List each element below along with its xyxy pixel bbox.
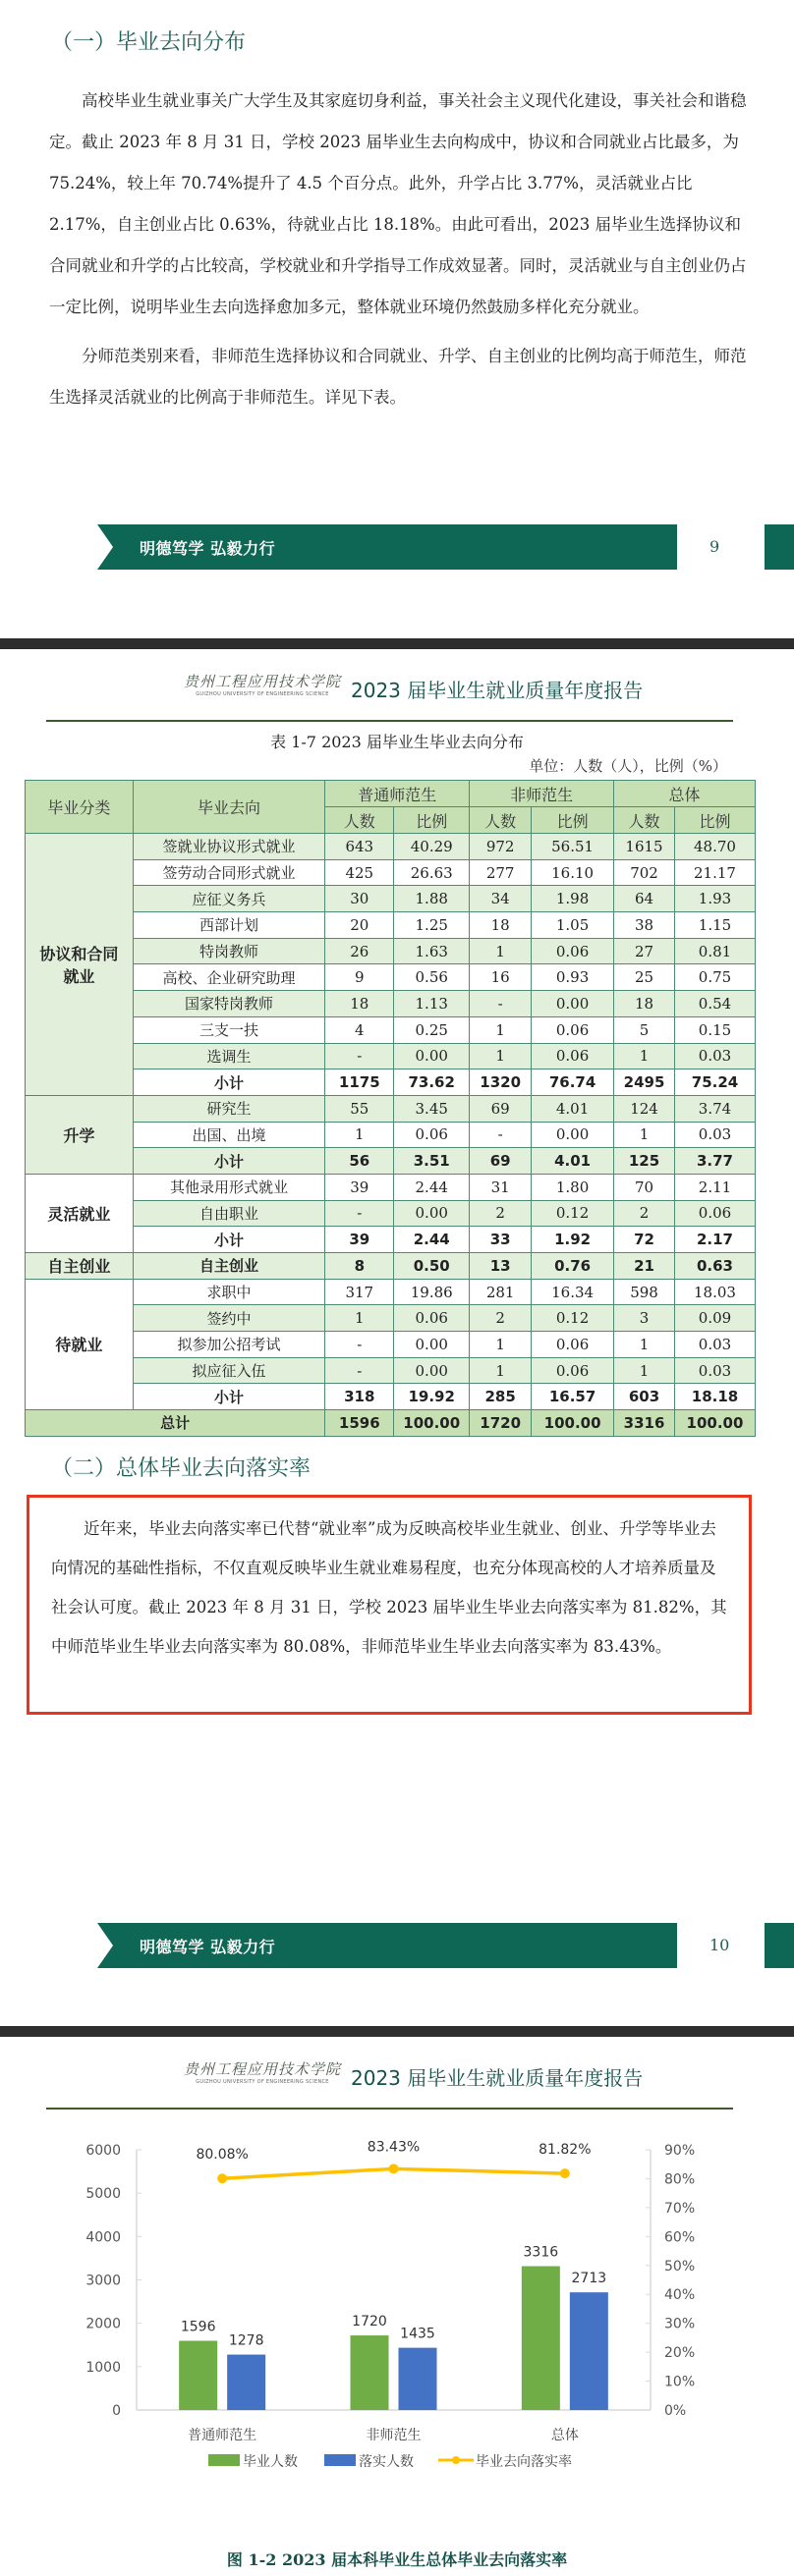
value-cell: 73.62 <box>394 1069 470 1096</box>
value-cell: 20 <box>325 912 394 939</box>
value-cell: 0.06 <box>532 1016 614 1043</box>
left-tick-label: 2000 <box>85 2316 121 2332</box>
page-separator <box>0 2026 794 2037</box>
value-cell: 281 <box>470 1279 532 1305</box>
value-cell: 70 <box>614 1174 675 1200</box>
paragraph-overview: 高校毕业生就业事关广大学生及其家庭切身利益，事关社会主义现代化建设，事关社会和谐稳定。截止 2023 年 8 月 31 日，学校 2023 届毕业生去向构成中，协议和合同就业占比最多，为 75.24%，较上年 70.74%提升了 4.5 个百分点。此外，升学占比 3.77%，灵活就业占比 2.17%，自主创业占比 0.63%，待就业占比 18.18%。由此可看出，2023 届毕业生选择协议和合同就业和升学的占比较高，学校就业和升学指导工作成效显著。同时，灵活就业与自主创业仍占一定比例，说明毕业生去向选择愈加多元，整体就业环境仍然鼓励多样化充分就业。 <box>49 91 747 316</box>
value-cell: 1.92 <box>532 1227 614 1253</box>
value-cell: 1 <box>470 938 532 964</box>
value-cell: 0.15 <box>674 1016 755 1043</box>
value-cell: 0.00 <box>532 991 614 1017</box>
category-cell: 自主创业 <box>26 1253 134 1280</box>
destination-cell: 西部计划 <box>133 912 325 939</box>
value-cell: 317 <box>325 1279 394 1305</box>
value-cell: 2 <box>470 1200 532 1227</box>
value-cell: 16 <box>470 964 532 991</box>
left-tick-label: 5000 <box>85 2186 121 2203</box>
value-cell: 30 <box>325 886 394 912</box>
category-label: 总体 <box>550 2428 579 2443</box>
table-row <box>26 1305 756 1332</box>
value-cell: 0.50 <box>394 1253 470 1280</box>
destination-cell: 三支一扶 <box>133 1016 325 1043</box>
value-cell: 0.75 <box>674 964 755 991</box>
category-labels <box>188 2427 579 2443</box>
category-cell: 灵活就业 <box>26 1174 134 1252</box>
value-cell: 2.44 <box>394 1227 470 1253</box>
value-cell: 125 <box>614 1148 675 1175</box>
value-cell: 5 <box>614 1016 675 1043</box>
value-cell: 19.86 <box>394 1279 470 1305</box>
table-row <box>26 991 756 1017</box>
bar-value-label: 2713 <box>571 2271 607 2287</box>
right-tick-label: 90% <box>664 2143 696 2159</box>
value-cell: 16.57 <box>532 1384 614 1410</box>
right-tick-label: 70% <box>664 2200 696 2217</box>
page-11 <box>0 2037 794 2576</box>
category-cell: 协议和合同就业 <box>26 834 134 1096</box>
value-cell: 1.05 <box>532 912 614 939</box>
subtotal-row <box>26 1069 756 1096</box>
value-cell: 1175 <box>325 1069 394 1096</box>
destination-cell: 自由职业 <box>133 1200 325 1227</box>
value-cell: 100.00 <box>394 1410 470 1437</box>
table-row <box>26 964 756 991</box>
legend-label-graduates: 毕业人数 <box>243 2454 298 2470</box>
value-cell: 38 <box>614 912 675 939</box>
value-cell: 0.06 <box>532 1043 614 1069</box>
bar-graduates <box>522 2267 560 2410</box>
value-cell: 1.13 <box>394 991 470 1017</box>
value-cell: 8 <box>325 1253 394 1280</box>
destination-cell: 高校、企业研究助理 <box>133 964 325 991</box>
value-cell: 100.00 <box>674 1410 755 1437</box>
logo-english: GUIZHOU UNIVERSITY OF ENGINEERING SCIENCE <box>196 691 329 697</box>
value-cell: 26.63 <box>394 859 470 886</box>
subtotal-label: 小计 <box>133 1384 325 1410</box>
value-cell: - <box>325 1357 394 1384</box>
value-cell: 0.25 <box>394 1016 470 1043</box>
destination-cell: 应征义务兵 <box>133 886 325 912</box>
footer-tab <box>765 524 794 570</box>
category-cell: 待就业 <box>26 1279 134 1409</box>
value-cell: 21 <box>614 1253 675 1280</box>
value-cell: 1.25 <box>394 912 470 939</box>
value-cell: 34 <box>470 886 532 912</box>
value-cell: 33 <box>470 1227 532 1253</box>
value-cell: 3.74 <box>674 1095 755 1122</box>
value-cell: 3.51 <box>394 1148 470 1175</box>
value-cell: 19.92 <box>394 1384 470 1410</box>
value-cell: 0.63 <box>674 1253 755 1280</box>
value-cell: 1 <box>614 1122 675 1148</box>
value-cell: 39 <box>325 1174 394 1200</box>
destination-cell: 拟参加公招考试 <box>133 1332 325 1358</box>
logo-chinese: 贵州工程应用技术学院 <box>184 673 342 690</box>
right-tick-label: 10% <box>664 2374 696 2390</box>
bar-value-label: 3316 <box>523 2244 559 2261</box>
value-cell: 3316 <box>614 1410 675 1437</box>
header-category: 毕业分类 <box>26 781 134 834</box>
value-cell: 598 <box>614 1279 675 1305</box>
value-cell: 72 <box>614 1227 675 1253</box>
section-title-placement-rate: （二）总体毕业去向落实率 <box>51 1456 312 1481</box>
value-cell: 56.51 <box>532 834 614 860</box>
right-tick-label: 0% <box>664 2403 687 2419</box>
table-row <box>26 1357 756 1384</box>
rate-point <box>217 2173 227 2183</box>
value-cell: 0.03 <box>674 1357 755 1384</box>
left-axis-ticks <box>85 2143 142 2419</box>
destination-cell: 特岗教师 <box>133 938 325 964</box>
destination-cell: 签就业协议形式就业 <box>133 834 325 860</box>
page-footer <box>0 1923 794 1968</box>
subtotal-row <box>26 1148 756 1175</box>
header-destination: 毕业去向 <box>133 781 325 834</box>
value-cell: 277 <box>470 859 532 886</box>
page-footer <box>0 524 794 570</box>
table-unit: 单位：人数（人），比例（%） <box>529 757 727 775</box>
value-cell: 18 <box>470 912 532 939</box>
value-cell: 40.29 <box>394 834 470 860</box>
value-cell: 702 <box>614 859 675 886</box>
destination-table-wrapper <box>0 780 756 1437</box>
value-cell: 0.76 <box>532 1253 614 1280</box>
value-cell: 31 <box>470 1174 532 1200</box>
value-cell: 0.00 <box>394 1357 470 1384</box>
table-row <box>26 1043 756 1069</box>
value-cell: - <box>325 1043 394 1069</box>
bar-graduates <box>351 2335 389 2410</box>
value-cell: 0.00 <box>394 1200 470 1227</box>
right-tick-label: 80% <box>664 2171 696 2188</box>
value-cell: 18 <box>325 991 394 1017</box>
value-cell: 4.01 <box>532 1095 614 1122</box>
page-9 <box>0 0 794 638</box>
value-cell: 48.70 <box>674 834 755 860</box>
table-row <box>26 1016 756 1043</box>
destination-cell: 签约中 <box>133 1305 325 1332</box>
subtotal-row <box>26 1227 756 1253</box>
page-number: 10 <box>709 1936 730 1954</box>
header-ratio: 比例 <box>674 807 755 834</box>
rate-point <box>389 2164 399 2173</box>
page-number: 9 <box>709 537 720 556</box>
value-cell: 1 <box>470 1332 532 1358</box>
value-cell: 0.03 <box>674 1122 755 1148</box>
value-cell: 76.74 <box>532 1069 614 1096</box>
bar-placed <box>227 2355 265 2410</box>
value-cell: 0.81 <box>674 938 755 964</box>
left-tick-label: 4000 <box>85 2229 121 2246</box>
header-count: 人数 <box>614 807 675 834</box>
destination-cell: 其他录用形式就业 <box>133 1174 325 1200</box>
value-cell: 318 <box>325 1384 394 1410</box>
value-cell: 1 <box>325 1305 394 1332</box>
right-tick-label: 30% <box>664 2316 696 2332</box>
value-cell: 1 <box>614 1332 675 1358</box>
value-cell: 69 <box>470 1148 532 1175</box>
table-row <box>26 834 756 860</box>
right-tick-label: 40% <box>664 2287 696 2304</box>
right-tick-label: 50% <box>664 2258 696 2275</box>
table-row <box>26 938 756 964</box>
paragraph-by-category: 分师范类别来看，非师范生选择协议和合同就业、升学、自主创业的比例均高于师范生，师范生选择灵活就业的比例高于非师范生。详见下表。 <box>49 347 747 407</box>
destination-table <box>25 780 756 1437</box>
header-count: 人数 <box>470 807 532 834</box>
value-cell: 0.12 <box>532 1305 614 1332</box>
value-cell: 0.54 <box>674 991 755 1017</box>
value-cell: 1.93 <box>674 886 755 912</box>
value-cell: 3.45 <box>394 1095 470 1122</box>
destination-cell: 研究生 <box>133 1095 325 1122</box>
category-cell: 升学 <box>26 1095 134 1174</box>
value-cell: 1615 <box>614 834 675 860</box>
footer-motto: 明德笃学 弘毅力行 <box>140 539 276 558</box>
header-ratio: 比例 <box>394 807 470 834</box>
destination-cell: 拟应征入伍 <box>133 1357 325 1384</box>
highlighted-paragraph-box <box>27 1495 752 1715</box>
bar-series <box>179 2245 608 2410</box>
value-cell: 1720 <box>470 1410 532 1437</box>
header-ratio: 比例 <box>532 807 614 834</box>
value-cell: 16.10 <box>532 859 614 886</box>
value-cell: 39 <box>325 1227 394 1253</box>
subtotal-label: 小计 <box>133 1069 325 1096</box>
footer-motto: 明德笃学 弘毅力行 <box>140 1938 276 1956</box>
value-cell: 1 <box>470 1357 532 1384</box>
total-row <box>26 1410 756 1437</box>
value-cell: 1 <box>614 1043 675 1069</box>
table-row <box>26 1200 756 1227</box>
value-cell: - <box>325 1200 394 1227</box>
left-tick-label: 1000 <box>85 2359 121 2376</box>
value-cell: 0.03 <box>674 1332 755 1358</box>
value-cell: 0.06 <box>394 1305 470 1332</box>
value-cell: 603 <box>614 1384 675 1410</box>
page-10 <box>0 649 794 2026</box>
value-cell: 9 <box>325 964 394 991</box>
header-normal-teacher: 普通师范生 <box>325 781 470 807</box>
table-row <box>26 1332 756 1358</box>
bar-value-label: 1720 <box>352 2314 387 2330</box>
value-cell: 2495 <box>614 1069 675 1096</box>
value-cell: 2.11 <box>674 1174 755 1200</box>
value-cell: 0.06 <box>532 1357 614 1384</box>
report-title: 2023 届毕业生就业质量年度报告 <box>351 2066 644 2090</box>
value-cell: 0.00 <box>532 1122 614 1148</box>
table-row <box>26 912 756 939</box>
value-cell: 1.80 <box>532 1174 614 1200</box>
table-row <box>26 1095 756 1122</box>
table-body <box>26 834 756 1437</box>
right-tick-label: 20% <box>664 2345 696 2362</box>
header-overall: 总体 <box>614 781 756 807</box>
value-cell: - <box>325 1332 394 1358</box>
legend-label-rate: 毕业去向落实率 <box>476 2454 572 2470</box>
legend-swatch-graduates <box>208 2454 240 2466</box>
table-caption: 表 1-7 2023 届毕业生毕业去向分布 <box>270 733 524 751</box>
category-label: 普通师范生 <box>188 2428 257 2443</box>
value-cell: 1.98 <box>532 886 614 912</box>
value-cell: - <box>470 1122 532 1148</box>
value-cell: 285 <box>470 1384 532 1410</box>
value-cell: 69 <box>470 1095 532 1122</box>
rate-value-label: 80.08% <box>196 2147 249 2164</box>
subtotal-label: 小计 <box>133 1148 325 1175</box>
value-cell: 2 <box>614 1200 675 1227</box>
value-cell: 25 <box>614 964 675 991</box>
value-cell: 56 <box>325 1148 394 1175</box>
value-cell: 1.15 <box>674 912 755 939</box>
value-cell: 0.03 <box>674 1043 755 1069</box>
chart-caption: 图 1-2 2023 届本科毕业生总体毕业去向落实率 <box>226 2550 568 2569</box>
value-cell: 3 <box>614 1305 675 1332</box>
table-row <box>26 1174 756 1200</box>
value-cell: 124 <box>614 1095 675 1122</box>
value-cell: 0.06 <box>394 1122 470 1148</box>
destination-cell: 国家特岗教师 <box>133 991 325 1017</box>
header-count: 人数 <box>325 807 394 834</box>
bar-value-label: 1278 <box>228 2332 264 2349</box>
value-cell: 0.00 <box>394 1043 470 1069</box>
value-cell: 3.77 <box>674 1148 755 1175</box>
value-cell: 0.06 <box>532 1332 614 1358</box>
value-cell: 4.01 <box>532 1148 614 1175</box>
value-cell: 1320 <box>470 1069 532 1096</box>
logo-chinese: 贵州工程应用技术学院 <box>184 2060 342 2078</box>
chart-legend <box>208 2453 572 2470</box>
left-tick-label: 3000 <box>85 2273 121 2289</box>
value-cell: 0.06 <box>532 938 614 964</box>
left-tick-label: 6000 <box>85 2143 121 2159</box>
value-cell: 18.18 <box>674 1384 755 1410</box>
bar-placed <box>399 2348 437 2410</box>
university-logo <box>184 2058 341 2085</box>
table-row <box>26 859 756 886</box>
value-cell: - <box>470 991 532 1017</box>
legend-swatch-placed <box>324 2454 356 2466</box>
value-cell: 2.17 <box>674 1227 755 1253</box>
value-cell: 1 <box>470 1043 532 1069</box>
bar-graduates <box>179 2341 217 2410</box>
report-header <box>46 663 733 722</box>
value-cell: 0.06 <box>674 1200 755 1227</box>
section-title-destination-distribution: （一）毕业去向分布 <box>51 30 247 55</box>
value-cell: 100.00 <box>532 1410 614 1437</box>
page-separator <box>0 638 794 649</box>
placement-rate-chart <box>0 2115 794 2548</box>
body-text <box>49 81 747 418</box>
value-cell: 16.34 <box>532 1279 614 1305</box>
table-row <box>26 1253 756 1280</box>
value-cell: 643 <box>325 834 394 860</box>
value-cell: 18.03 <box>674 1279 755 1305</box>
value-cell: 1 <box>325 1122 394 1148</box>
bar-value-label: 1596 <box>180 2319 216 2335</box>
value-cell: 4 <box>325 1016 394 1043</box>
value-cell: 1.63 <box>394 938 470 964</box>
bar-placed <box>570 2292 608 2410</box>
value-cell: 425 <box>325 859 394 886</box>
destination-cell: 求职中 <box>133 1279 325 1305</box>
value-cell: 26 <box>325 938 394 964</box>
destination-cell: 出国、出境 <box>133 1122 325 1148</box>
value-cell: 21.17 <box>674 859 755 886</box>
footer-tab <box>765 1923 794 1968</box>
legend-marker-rate <box>452 2456 460 2464</box>
table-row <box>26 1279 756 1305</box>
left-tick-label: 0 <box>112 2403 121 2419</box>
rate-value-label: 83.43% <box>367 2139 421 2156</box>
table-row <box>26 1122 756 1148</box>
value-cell: 972 <box>470 834 532 860</box>
value-cell: 0.09 <box>674 1305 755 1332</box>
value-cell: 18 <box>614 991 675 1017</box>
category-label: 非师范生 <box>366 2428 422 2443</box>
value-cell: 0.56 <box>394 964 470 991</box>
value-cell: 27 <box>614 938 675 964</box>
total-label: 总计 <box>26 1410 325 1437</box>
header-non-teacher: 非师范生 <box>470 781 614 807</box>
value-cell: 0.12 <box>532 1200 614 1227</box>
value-cell: 1.88 <box>394 886 470 912</box>
right-tick-label: 60% <box>664 2229 696 2246</box>
value-cell: 1 <box>470 1016 532 1043</box>
table-row <box>26 886 756 912</box>
report-header <box>46 2051 733 2110</box>
legend-label-placed: 落实人数 <box>359 2454 414 2470</box>
bar-value-label: 1435 <box>400 2326 435 2342</box>
value-cell: 1 <box>614 1357 675 1384</box>
value-cell: 0.00 <box>394 1332 470 1358</box>
value-cell: 55 <box>325 1095 394 1122</box>
value-cell: 0.93 <box>532 964 614 991</box>
value-cell: 1596 <box>325 1410 394 1437</box>
paragraph-placement-rate: 近年来，毕业去向落实率已代替“就业率”成为反映高校毕业生就业、创业、升学等毕业去向情况的基础性指标，不仅直观反映毕业生就业难易程度，也充分体现高校的人才培养质量及社会认可度。截止 2023 年 8 月 31 日，学校 2023 届毕业生毕业去向落实率为 81.82%，其中师范毕业生毕业去向落实率为 80.08%，非师范毕业生毕业去向落实率为 83.43%。 <box>51 1519 727 1656</box>
subtotal-row <box>26 1384 756 1410</box>
value-cell: 2 <box>470 1305 532 1332</box>
value-cell: 75.24 <box>674 1069 755 1096</box>
destination-cell: 自主创业 <box>133 1253 325 1280</box>
subtotal-label: 小计 <box>133 1227 325 1253</box>
logo-english: GUIZHOU UNIVERSITY OF ENGINEERING SCIENCE <box>196 2079 329 2085</box>
rate-line-series <box>196 2139 591 2183</box>
right-axis-ticks <box>646 2143 695 2419</box>
value-cell: 64 <box>614 886 675 912</box>
rate-value-label: 81.82% <box>539 2142 592 2159</box>
report-title: 2023 届毕业生就业质量年度报告 <box>351 679 644 702</box>
destination-cell: 选调生 <box>133 1043 325 1069</box>
value-cell: 2.44 <box>394 1174 470 1200</box>
university-logo <box>184 671 341 697</box>
destination-cell: 签劳动合同形式就业 <box>133 859 325 886</box>
rate-point <box>560 2168 570 2178</box>
value-cell: 13 <box>470 1253 532 1280</box>
